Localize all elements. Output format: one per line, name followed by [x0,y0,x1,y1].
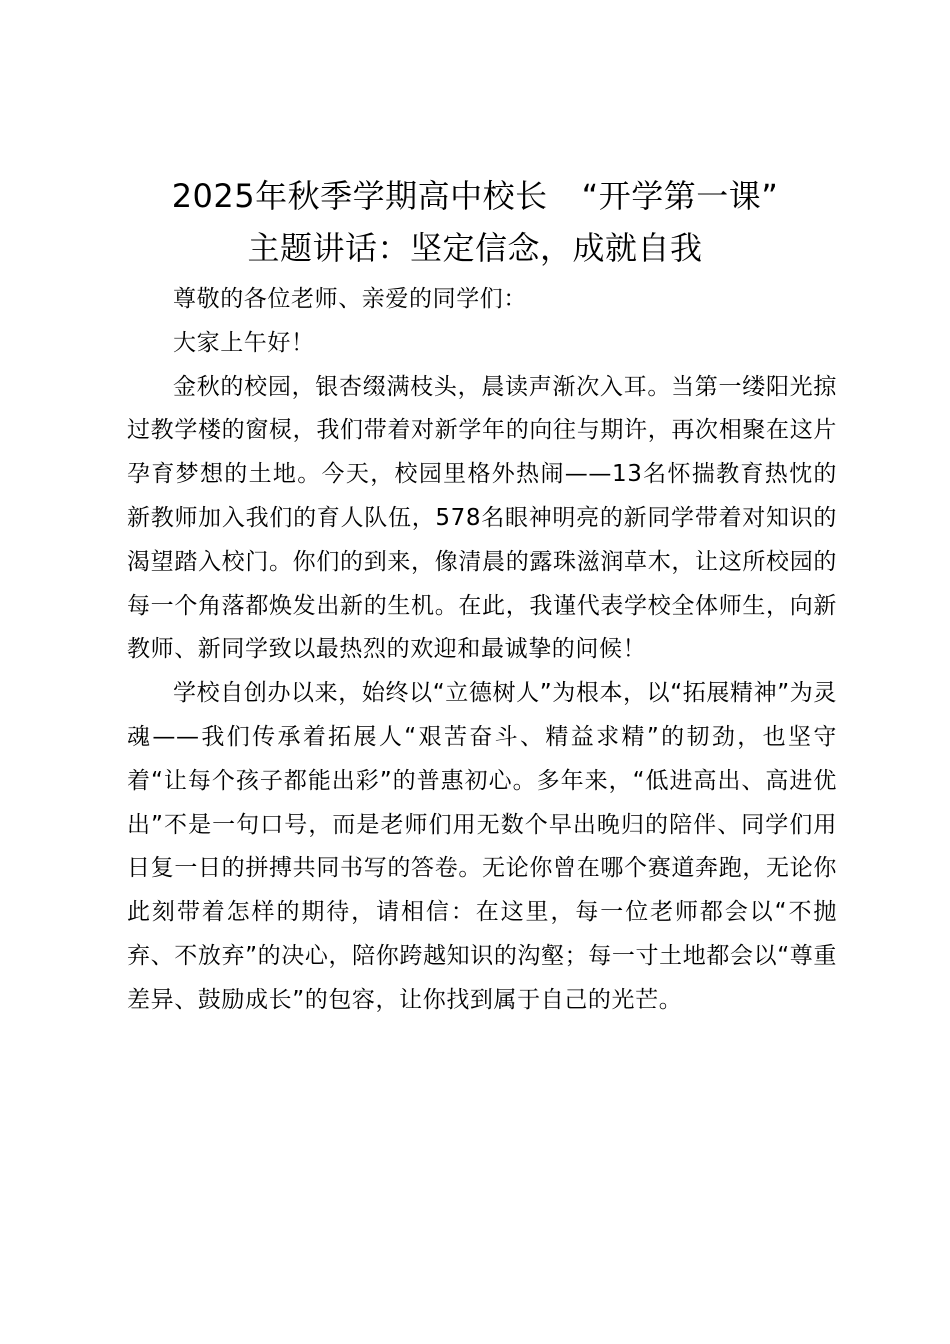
paragraph-welcome: 金秋的校园，银杏缀满枝头，晨读声渐次入耳。当第一缕阳光掠过教学楼的窗棂，我们带着对新学年的向往与期许，再次相聚在这片孕育梦想的土地。今天，校园里格外热闹——13名怀揣教育热忱的新教师加入我们的育人队伍，578名眼神明亮的新同学带着对知识的渴望踏入校门。你们的到来，像清晨的露珠滋润草木，让这所校园的每一个角落都焕发出新的生机。在此，我谨代表学校全体师生，向新教师、新同学致以最热烈的欢迎和最诚挚的问候！ [127,373,837,663]
speech-body [127,278,837,1023]
greeting: 大家上午好！ [173,329,315,356]
paragraph-school-spirit: 学校自创办以来，始终以“立德树人”为根本，以“拓展精神”为灵魂——我们传承着拓展人“艰苦奋斗、精益求精”的韧劲，也坚守着“让每个孩子都能出彩”的普惠初心。多年来，“低进高出、高进优出”不是一句口号，而是老师们用无数个早出晚归的陪伴、同学们用日复一日的拼搏共同书写的答卷。无论你曾在哪个赛道奔跑，无论你此刻带着怎样的期待，请相信：在这里，每一位老师都会以“不抛弃、不放弃”的决心，陪你跨越知识的沟壑；每一寸土地都会以“尊重差异、鼓励成长”的包容，让你找到属于自己的光芒。 [127,680,837,1013]
title-part-2: “开学第一课” [581,177,779,215]
document-title-line-2: 主题讲话：坚定信念，成就自我 [247,229,703,267]
document-title-line-1 [0,176,950,216]
title-part-1: 2025年秋季学期高中校长 [171,177,548,215]
salutation: 尊敬的各位老师、亲爱的同学们： [173,286,527,312]
